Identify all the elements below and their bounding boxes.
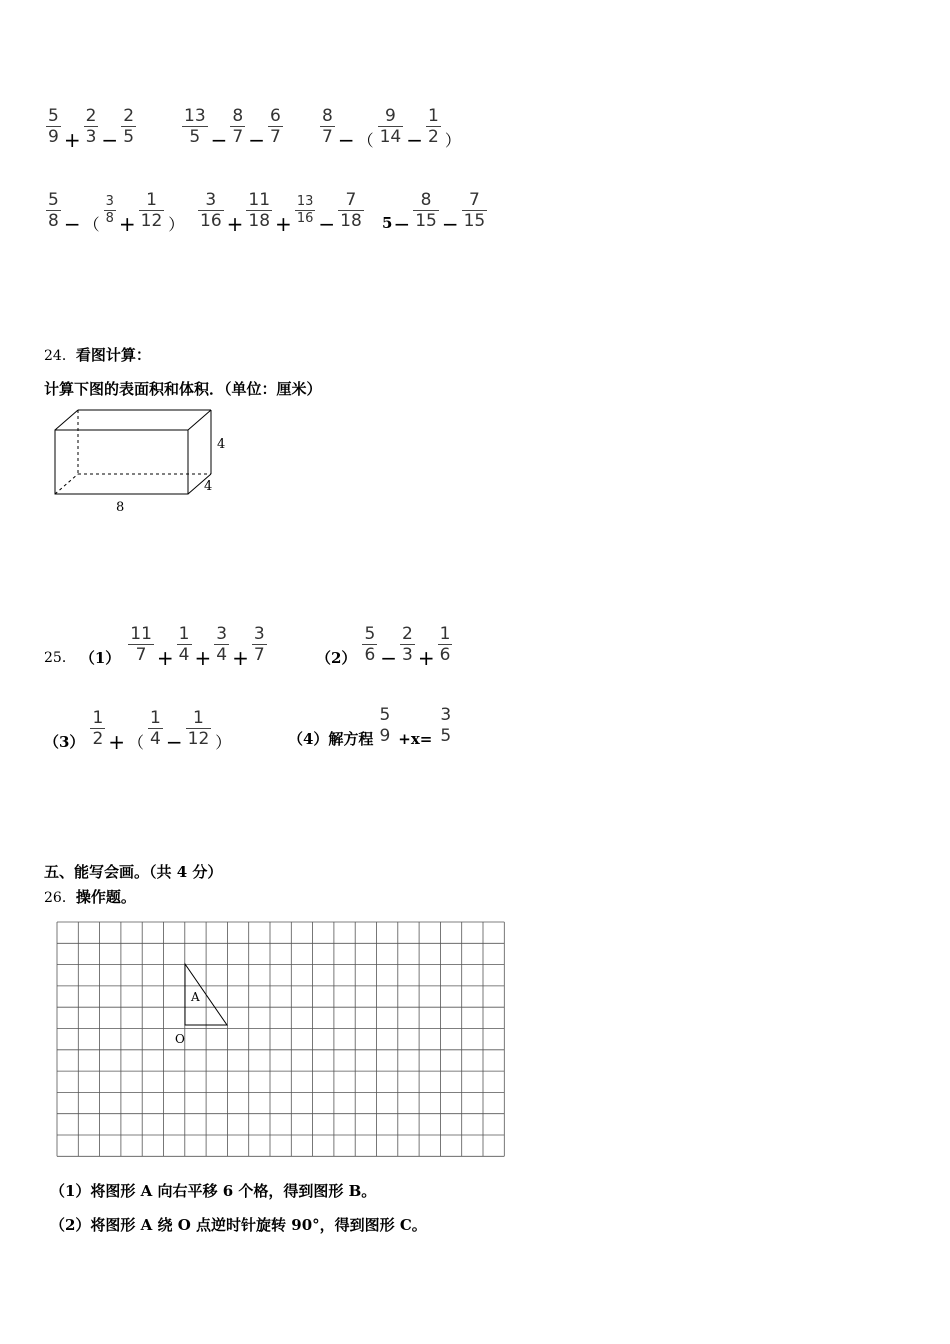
fraction: 6 7	[270, 105, 281, 147]
question-25-part-1	[44, 618, 269, 670]
part-label: （1）	[79, 648, 121, 667]
question-title: 看图计算：	[75, 346, 151, 364]
question-subtitle: 计算下图的表面积和体积．（单位：厘米）	[44, 380, 322, 398]
operator: −	[406, 128, 424, 152]
fraction: 2 5	[123, 105, 135, 147]
fraction: 13 5	[184, 105, 206, 147]
question-number: 26．	[44, 890, 76, 906]
fraction: 8 15	[415, 189, 437, 231]
fraction: 2 3	[85, 105, 97, 147]
operator: −	[337, 128, 355, 152]
instruction-1: （1）将图形 A 向右平移 6 个格，得到图形 B。	[50, 1182, 377, 1200]
expression-1-1	[44, 100, 138, 152]
operator: −	[393, 212, 411, 236]
expression-1-3	[318, 100, 463, 152]
origin-label: O	[175, 1032, 185, 1046]
operator: +	[108, 730, 126, 754]
operator: −	[441, 212, 459, 236]
expression-2-1	[44, 184, 186, 236]
question-number: 24．	[44, 348, 76, 364]
fraction: 11 18	[248, 189, 271, 231]
operator: −	[318, 212, 336, 236]
question-26-heading	[44, 886, 136, 907]
fraction: 1 12	[187, 707, 210, 749]
fraction: 7 18	[340, 189, 362, 231]
fraction: 11 7	[130, 623, 152, 665]
question-24-heading	[44, 344, 151, 365]
fraction: 5 6	[364, 623, 376, 665]
question-25-part-4	[288, 702, 455, 749]
fraction: 1 2	[428, 105, 439, 147]
expression-2-2	[196, 184, 366, 236]
right-paren: ）	[215, 732, 232, 752]
width-label: 4	[204, 479, 213, 494]
fraction: 1 12	[140, 189, 163, 231]
section-title: 五、能写会画。（共 4 分）	[44, 863, 223, 881]
equation-operator: +x=	[398, 729, 433, 748]
grid-figure	[50, 915, 512, 1157]
fraction: 5 9	[48, 105, 59, 147]
operator: −	[210, 128, 228, 152]
fraction: 3 16	[200, 189, 222, 231]
fraction: 1 4	[150, 707, 161, 749]
operator: +	[226, 212, 244, 236]
left-paren: （	[128, 732, 145, 752]
calc-row-1	[44, 100, 138, 152]
fraction: 13 16	[296, 193, 314, 226]
cuboid-front-face	[55, 430, 188, 494]
operator: +	[232, 646, 249, 670]
cuboid-edge	[55, 410, 78, 430]
operator: +	[194, 646, 212, 670]
question-25-part-3	[44, 702, 233, 754]
right-paren: ）	[444, 130, 461, 150]
expression-1-2	[180, 100, 285, 152]
fraction: 1 6	[439, 623, 451, 665]
fraction: 3 4	[216, 623, 228, 665]
operator: −	[63, 212, 81, 236]
question-number: 25．	[44, 650, 76, 666]
expression-2-3	[382, 184, 489, 236]
fraction: 3 7	[253, 623, 265, 665]
length-label: 8	[116, 500, 125, 515]
figure-label: A	[191, 990, 200, 1004]
cuboid-hidden-edge	[55, 474, 78, 494]
question-25-part-2	[316, 618, 454, 670]
cuboid-diagram	[44, 404, 244, 518]
part-label: （2）	[316, 648, 357, 667]
fraction: 1 4	[178, 623, 190, 665]
height-label: 4	[217, 437, 226, 452]
cuboid-edge	[188, 410, 211, 430]
fraction: 9 14	[379, 105, 402, 147]
left-paren: （	[357, 130, 374, 150]
fraction: 7 15	[463, 189, 486, 231]
operator: +	[275, 212, 292, 236]
fraction: 5 8	[48, 189, 59, 231]
operator: +	[63, 128, 81, 152]
left-paren: （	[83, 214, 100, 234]
operator: −	[101, 128, 119, 152]
fraction: 2 3	[402, 623, 413, 665]
whole-number: 5	[382, 214, 393, 232]
fraction: 5 9	[379, 705, 391, 746]
instruction-2: （2）将图形 A 绕 O 点逆时针旋转 90°，得到图形 C。	[50, 1216, 427, 1234]
part-label: （4）解方程	[288, 730, 374, 748]
fraction: 3 8	[105, 193, 114, 226]
operator: −	[248, 128, 265, 152]
fraction: 3 5	[440, 705, 452, 746]
fraction: 8 7	[232, 105, 244, 147]
operator: +	[156, 646, 174, 670]
grid-lines	[57, 922, 504, 1156]
operator: +	[118, 212, 136, 236]
operator: +	[417, 646, 435, 670]
part-label: （3）	[44, 732, 85, 751]
fraction: 8 7	[322, 105, 333, 147]
fraction: 1 2	[92, 707, 104, 749]
operator: −	[165, 730, 183, 754]
operator: −	[380, 646, 398, 670]
right-paren: ）	[168, 214, 185, 234]
question-title: 操作题。	[75, 888, 136, 906]
